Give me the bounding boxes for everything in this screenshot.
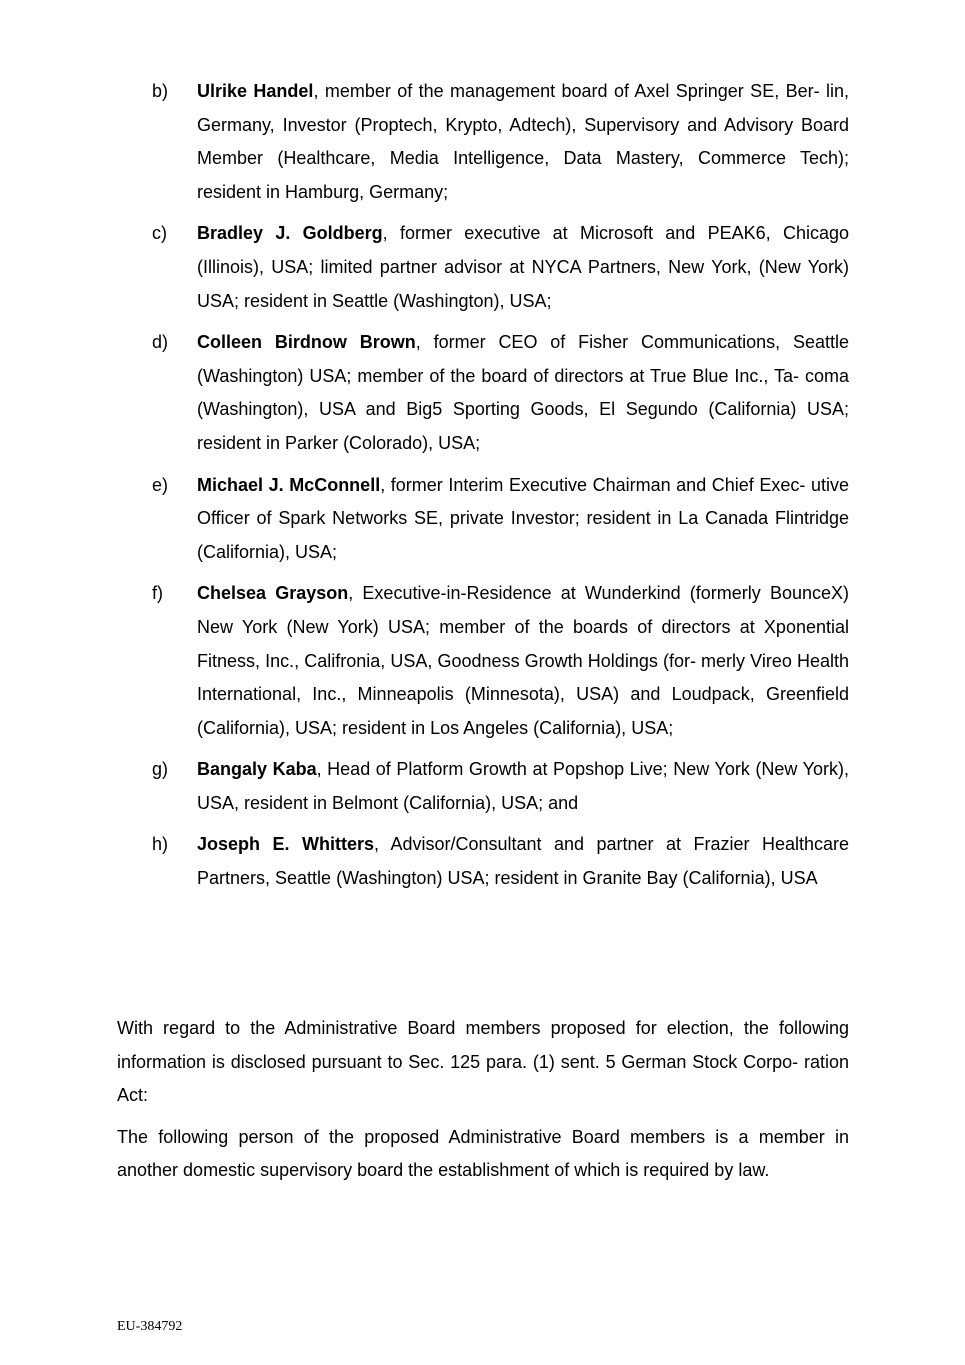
list-item <box>152 75 849 209</box>
member-description: , member of the management board of Axel Springer SE, Ber- lin, Germany, Investor (Proptech, Krypto, Adtech), Supervisory and Advisory Board Member (Healthcare, Media Intelligence, Data Mastery, Commerce Tech); resident in Hamburg, Germany; <box>197 81 849 202</box>
disclosure-paragraph: With regard to the Administrative Board members proposed for election, the following information is disclosed pursuant to Sec. 125 para. (1) sent. 5 German Stock Corpo- ration Act: <box>117 1018 849 1106</box>
member-name: Bangaly Kaba <box>197 759 317 780</box>
body-paragraphs <box>117 1012 849 1196</box>
member-description: , former Interim Executive Chairman and Chief Exec- utive Officer of Spark Networks SE, private Investor; resident in La Canada Flintridge (California), USA; <box>197 474 849 562</box>
member-name: Ulrike Handel <box>197 81 314 101</box>
list-item-letter: e) <box>152 474 169 495</box>
document-id-footer: EU-384792 <box>117 1319 183 1334</box>
member-name: Joseph E. Whitters <box>197 834 374 855</box>
list-item-text <box>197 828 849 895</box>
member-name: Chelsea Grayson <box>197 583 349 604</box>
list-item <box>152 577 849 745</box>
list-item-text <box>197 75 849 209</box>
list-item-text <box>197 753 849 820</box>
list-item <box>152 753 849 820</box>
list-item-text <box>197 326 849 460</box>
member-description: , Advisor/Consultant and partner at Frazier Healthcare Partners, Seattle (Washington) USA; resident in Granite Bay (California), USA <box>197 834 849 889</box>
member-description: , Head of Platform Growth at Popshop Live; New York (New York), USA, resident in Belmont (California), USA; and <box>197 759 849 813</box>
list-item-letter: b) <box>152 81 169 101</box>
membership-paragraph: The following person of the proposed Administrative Board members is a member in another domestic supervisory board the establishment of which is required by law. <box>117 1126 849 1181</box>
list-item-text <box>197 469 849 570</box>
list-item <box>152 326 849 460</box>
list-item <box>152 217 849 318</box>
member-description: , Executive-in-Residence at Wunderkind (formerly BounceX) New York (New York) USA; member of the boards of directors at Xponential Fitness, Inc., Califronia, USA, Goodness Growth Holdings (for- merly Vireo Health International, Inc., Minneapolis (Minnesota), USA) and Loudpack, Greenfield (California), USA; resident in Los Angeles (California), USA; <box>197 583 849 738</box>
list-item-letter: f) <box>152 583 163 604</box>
member-name: Bradley J. Goldberg <box>197 223 383 244</box>
list-item-text <box>197 577 849 745</box>
member-description: , former CEO of Fisher Communications, Seattle (Washington) USA; member of the board of directors at True Blue Inc., Ta- coma (Washington), USA and Big5 Sporting Goods, El Segundo (California) USA; resident in Parker (Colorado), USA; <box>197 332 849 453</box>
list-item-letter: d) <box>152 332 169 353</box>
board-member-list <box>152 75 849 904</box>
list-item-letter: c) <box>152 223 167 244</box>
list-item <box>152 828 849 895</box>
member-name: Colleen Birdnow Brown <box>197 332 416 353</box>
member-description: , former executive at Microsoft and PEAK6, Chicago (Illinois), USA; limited partner advisor at NYCA Partners, New York, (New York) USA; resident in Seattle (Washington), USA; <box>197 223 850 311</box>
member-name: Michael J. McConnell <box>197 474 381 495</box>
list-item-letter: g) <box>152 759 169 780</box>
list-item-letter: h) <box>152 834 169 855</box>
list-item <box>152 469 849 570</box>
list-item-text <box>197 217 849 318</box>
